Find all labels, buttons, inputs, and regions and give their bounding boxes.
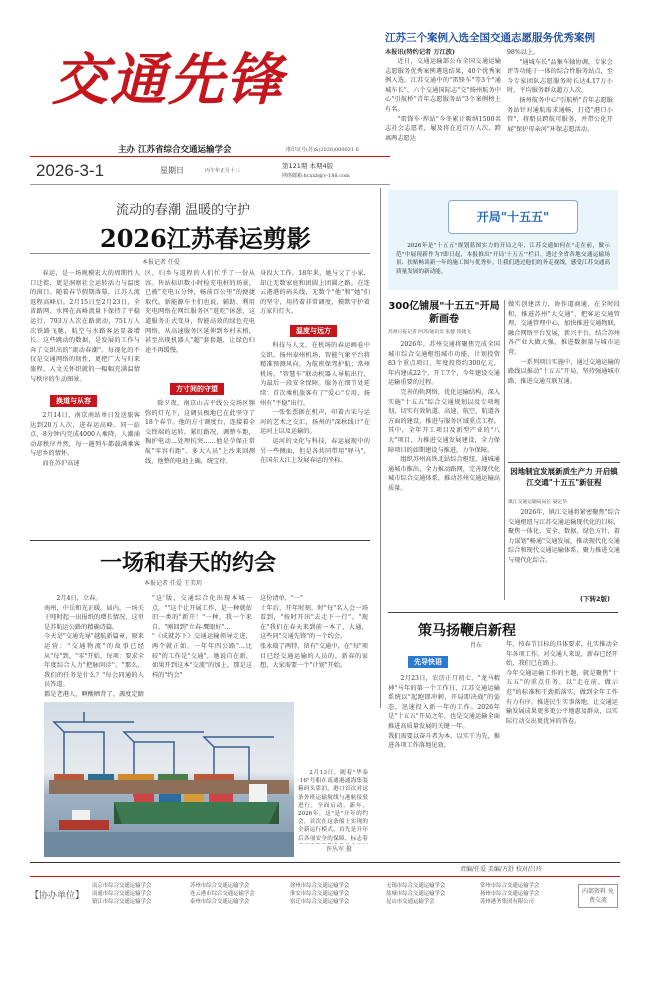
photo-caption: 2月13日，随着"华泰·16"号船在南通港通海集装箱码头靠泊，港口首次对这条外班运输航线与港航接驳进行，全面启动。新年，2026年，这"是"开年的约会，首次在这条船上实现的全新运行模式，首先是开年后各项安全的保障，标志着: [298, 770, 368, 842]
editor-staff: 责编/任爱 美编/方舒 校对/吕玲: [460, 866, 542, 873]
spring-tag-2: 方寸间的守望: [170, 383, 224, 395]
photo-credit: 许丛军 摄: [326, 846, 352, 853]
investment-body-2: 做实创建活力，协作道商通，在全时段和，推进苏州"大交通"，把客运交通管理，交通管理中心，加快推进交通物联，融合网络平台发展，新兴平台，结合苏州各产业大做大强，推进数据量与城市运营。 一系列项目实施中，通过交通运输的路线以推动"十五五"开局，坚持强通城市路，推进交通互联互通。: [508, 301, 620, 385]
internal-notice: 内部资料 免费交流: [578, 884, 618, 908]
continued-note: (下转2版): [580, 595, 610, 603]
top-story-col1: 近日，交通运输部公布全国交通运输志愿服务优秀案例遴选结果，40个优秀案例入选。江苏交通中的"雷锋车"等3个"通城车长"、六个交通国际志"交"扬州航务中心"引航桥"青年志愿服务站"3个案例榜上有名。 "雷锋车·焊站"今冬累计吸纳1500名志社会志愿者，履及将在近百万人次，跨离两志愿达: [385, 58, 501, 142]
top-story-headline: 江苏三个案例入选全国交通志愿服务优秀案例: [385, 32, 595, 44]
co-organizer-col2: 苏州市综合交通运输学会 连云港市综合交通运输学会 泰州市综合交通运输学会: [190, 883, 255, 905]
co-organizer-col3: 徐州市综合交通运输学会 淮安市综合交通运输学会 宿迁市综合交通运输学会: [290, 883, 350, 905]
issue-number: 第121期 本期4版: [282, 162, 334, 170]
commentary-col1: 2月23日，农历正月初七，"龙马精神"马年的第一个工作日，江苏交通运输系统以"起跑即冲刺、开局即决战"的姿态，迅速投入新一年的工作。2026年是"十五五"开局之年，也是交通运输全面推进高质量发展的关键一年。 我们需要以奋斗者为本，以实干为先，推进各项工作落地见效。: [388, 675, 500, 750]
spring-col2b: 除夕夜，南京山吉平线公交场区频弥的灯光下，这调员极地已在此坚守了18个春节。他的方寸调度台，连接着全交终端的运转。紧盯路况，调整车距，掏护电动...处理抗突……他是孕保正常航"零容有距"。多大人员"上沙来回测线，他整的电池上确，统宝待。: [145, 400, 255, 465]
co-organizer-col5: 常州市综合交通运输学会 扬州市综合交通运输学会 苏州港务集团有限公司: [480, 883, 540, 905]
spring-col1: 春运，是一场规模宏大的周期性人口迁徙，更是洞察社会运转活力与温度的窗口。随着春节假期落幕，江苏人流返程高峰启。2月15日至2月23日，全省路网、水网在高峰流量下保持了平稳运行，793万人次在路流动，751万人次铁路飞驰，航空与水路客运显著增长。这些跳动的数据，是发展的工作与奔了交织出的"流动春潮"。每视化的不仅是交通网络的韧性，更把广大与归来旅程，人文关怀织就的一幅幅充满温情与秩序的生动图景。: [30, 270, 140, 383]
spring-subtitle: 流动的春潮 温暖的守护: [116, 203, 251, 218]
kaiju-column-banner: [388, 190, 618, 290]
issue-date: 2026-3-1: [36, 161, 105, 180]
co-organizer-label: 【协办单位】: [30, 891, 85, 901]
investment-byline: 苏州日报记者 阿苏/通讯员 张健 钱捷飞: [388, 330, 471, 335]
weekday: 星期日: [160, 166, 184, 175]
license-number: 准印证号(苏)S(2026)000031 6: [286, 147, 359, 153]
investment-body: 2026年，苏州交通将聚焦完成全国城市综合交通枢纽城市功能，计划投资83个重点项目，年度投资约300亿元，年内建成22个，开工7个，今年建设交通运输重要的过程。 完善的轨网络，优化运输结构，深入实施"十五五"综合交通规划以及专项规划，切实有效轨道、高速、航空、航道各方面的建设，推进与服务区域重点工程。其中，全年开工项目及新型产业的"八大"项目，力推进交通发展建设，全力保障项目的如期建设与推进，力争保障。 组织苏州高铁北站综合枢纽、通城通通城市推出，全力推动路网，完善现代化城市综合交通体系，推动苏州交通运输高质量。: [388, 341, 500, 492]
port-illustration: [44, 702, 294, 857]
investment-article-continued: [508, 300, 620, 460]
spring-col2: 区，归乡与返程的人们忙乎了一份从容。售站标识数小时检充电桩的场景，已被"充电五分钟，畅前百公里"的便捷取代。新能源车主们也说，辅助、利用充电网络在网红服务区"逛吃"休憩，这道服务正式变身，智能高效的绿色充电网络，从高速服务区延伸到乡村末梢，甚至出现机器人"超"套套题，让绿色归途不再缓慢。: [145, 270, 255, 354]
spring-date-article: [30, 544, 370, 860]
sponsor-line: 主办 江苏省综合交通运输学会: [118, 145, 232, 155]
top-story-col2: 98%以上。 "通城车长"品集车轴协调，专家会评等功能于一体的综合性服务站点，至今专家团队志愿服务时长达4.17万小时，平均服务群众超万人次。 扬州航务中心"引航桥"青年志愿服务站针对通航需求通畅，打造"港口小管"，将船员跨航可服务，并带公化开展"保护母亲河"环保志愿活动。: [507, 49, 613, 133]
zhenjiang-byline: 镇江交通运输局局长 晏定华: [508, 500, 568, 505]
spring-col1b: 2月14日，南京南站单日发送旅客达到20万人次，进春运高峰。同一站点，8分钟内完成4000人乘降，人潮涌动却秩序井然，每一趟列车都载满乘客与思乡的情怀。 而在苏沪高速: [30, 412, 140, 467]
co-organizer-col1: 南京市综合交通运输学会 南通市综合交通运输学会 镇江市综合交通运输学会: [92, 883, 152, 905]
spring-col3: 身段大工作。18年来，她与父了小家，却让无数家庭和团圆上团圆之路。在连云港港的码头线，无数个"他"和"她"们的坚守，用持着非常调度，摸默守护着万家归灯火。: [260, 270, 370, 316]
commentary-title: 策马扬鞭启新程: [418, 623, 516, 639]
commentary-col2: 年，按春节目标的具体要求，扎实推动全年各项工作。对交通人来说，新春已经开始，我们已在路上。 今年交通运输工作的主题，就是聚焦"十五五"的重点任务，以"走在前、做示范"的标准和干劲抓落实，做到全年工作有力有序，推进民生实事落地，让交通运输发展成果更多更公平地惠及群众，以实际行动交出更优异的答卷。: [506, 641, 618, 725]
commentary-tag: 先导快语: [408, 656, 448, 668]
top-story-byline: 本报讯(特约记者 万江波): [385, 49, 455, 56]
spring-festival-article: [30, 195, 370, 540]
spring-date-byline: 本报记者 任爱 王美玥: [144, 580, 202, 587]
kaiju-intro: 2026年是"十五五"规划蓝图实力的开局之年，江苏交通如何在"走在前，做示范"中展现新作为?即日起，本报推出"开局'十五五'"栏目，透过全省各地交通运输场景、扶贴畅谈新一年的施工图与优秀步。让我们透过他们的务走视线，感受江苏交通高质量发展的新动能。: [396, 243, 610, 275]
top-story: [385, 30, 615, 170]
zhenjiang-body: 2026年，镇江交通将紧密聚焦"综合交通枢纽与江苏交通运输现代化的目标，聚焦一体化、安全、数据、绿色方针，着力谋划"畅通"交通发展，推动现代化交通综合和现代交通运输体系，聚力推进交通与现代化综合。: [508, 509, 620, 564]
investment-article: [388, 300, 500, 600]
spring-title: 2026江苏春运剪影: [100, 224, 311, 253]
spring-col3b: 科技与人文，在机场的春运画卷中交织。扬州泰州机场，智能气象平台将精准预测风向，为航班保驾护航；常州机场，"智慧车"联动机器人导航出行，为最后一段安全保障。服务在细节处延续：首次乘机旅客有了"爱心"专用，扬州有"平稳"出行。 一张张票据在机声，印着古宋与运河的艺术之交汇，扬州的"深秋线计"在运河上以及运输的。 运河的文化与科技，春运展现中的另一些侧面，但是各共同带用"驿马"，在国东大江上发展春运的坐标。: [260, 342, 370, 465]
zhenjiang-article: [508, 462, 620, 612]
co-organizer-col4: 无锡市综合交通运输学会 盐城市综合交通运输学会 昆山市交通运输学会: [386, 883, 446, 905]
co-organizer-footer: [30, 880, 620, 914]
port-photo: [44, 702, 294, 857]
spring-date-col1: 2月4日，立春。 南州，中岳和光正暖。届内，一场关于吨时起一出报纸的增长情况，这里是苏航运公路的精确诗篇。 今天是"交通先导"越航新篇章，原来运营："交通物流"的故事已经从"每"到，"零"开始，每项：要求全年度综合人力"把脉问诊"。"那么，我们的任务是什么？"每会同通的人员答道。 都是老港人，啊酸晒背了，源度定睛: [44, 595, 144, 698]
zhenjiang-title: 因地制宜发展新质生产力 开启镇江交通"十五五"新征程: [510, 467, 618, 487]
kaiju-label: 开局"十五五": [448, 200, 578, 234]
spring-byline: 本报记者 任爱: [142, 259, 180, 266]
investment-title: 300亿铺展"十五五"开局新画卷: [388, 301, 500, 325]
spring-tag-1: 换道与从容: [50, 395, 97, 407]
spring-date-col2: "这'版，交通综合化出现本城一点。""这个让开展工作，是一种就依旧一类的"新开！"一种，我一个来自。"刚回到"立春-鹰眼好"… "《成就苏下》交通运输领导走进，两个就正如，一年年四公路"…比较"的工作是"交通"，她说自在新，如果开到这本"交流"的加上，那是这样的"约会": [152, 595, 252, 679]
spring-date-title: 一场和春天的约会: [100, 550, 277, 576]
contact-email: 网络邮箱:hcxxb@v-188.com: [282, 173, 350, 179]
commentary-article: [388, 616, 618, 860]
spring-tag-3: 温度与远方: [290, 325, 337, 337]
spring-date-col3: 这份清单，"一" 十年后，开年时刻，时"每"名人会一场看到，"按时开出"去走下一行"。"现在"我们在春天来到前一本了，大通，这些同"交通先锋"的一个约会。 张永瑞了两特，留有"交通中，在"每"项目已经交通运输的人员的。新春的家想，大家需要一个"计划"开始。: [260, 595, 368, 670]
newspaper-logo: 交通先锋: [52, 47, 284, 113]
commentary-author: 肖东: [470, 642, 483, 649]
lunar-date: 丙午年正月十三: [205, 168, 241, 174]
